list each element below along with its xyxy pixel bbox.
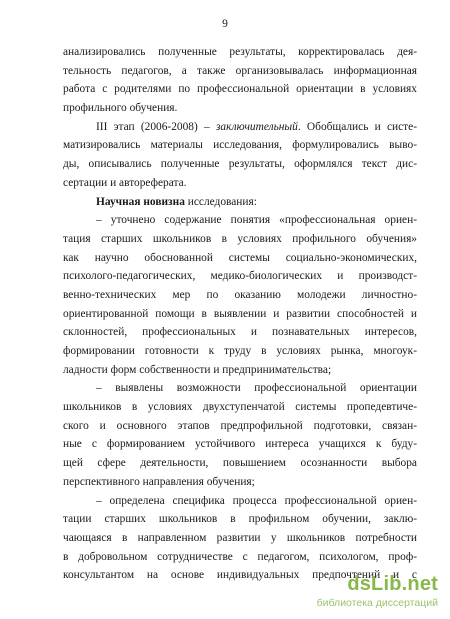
text-line <box>63 118 417 137</box>
text-segment: щей сфере деятельности, повышением осознанности выбора <box>63 457 417 470</box>
text-line <box>63 548 417 567</box>
text-line <box>63 398 417 417</box>
text-segment: ского и основного этапов предпрофильной подготовки, связан- <box>63 419 417 432</box>
text-segment: школьников в условиях двухступенчатой системы пропедевтиче- <box>63 401 417 414</box>
text-line <box>63 417 417 436</box>
text-line <box>63 492 417 511</box>
text-line <box>63 323 417 342</box>
text-segment: ды, описывались полученные результаты, оформлялся текст дис- <box>63 158 417 171</box>
text-segment: ные с формированием устойчивого интереса учащихся к буду- <box>63 438 417 451</box>
text-segment: работа с родителями по профессиональной ориентации в условиях <box>63 83 417 96</box>
text-line <box>63 136 417 155</box>
text-segment: . Обобщались и систе- <box>297 120 417 133</box>
text-segment: как научно обоснованной системы социально-экономических, <box>63 251 417 264</box>
text-segment: перспективного направления обучения; <box>63 475 255 488</box>
text-segment: тация старших школьников в условиях профильного обучения» <box>63 232 417 245</box>
text-segment: ладности форм собственности и предпринимательства; <box>63 363 332 376</box>
text-line <box>63 305 417 324</box>
text-line <box>63 473 417 492</box>
bold-text: Научная новизна <box>96 195 185 208</box>
italic-text: заключительный <box>215 120 298 133</box>
text-line <box>63 193 417 212</box>
text-line <box>63 379 417 398</box>
text-line <box>63 435 417 454</box>
text-line <box>63 62 417 81</box>
text-segment: матизировались материалы исследования, формулировались выво- <box>63 139 417 152</box>
text-line <box>63 80 417 99</box>
text-segment: венно-технических мер по оказанию молодежи личностно- <box>63 288 417 301</box>
text-line <box>63 211 417 230</box>
text-segment: тации старших школьников в профильном обучении, заклю- <box>63 513 417 526</box>
text-line <box>63 529 417 548</box>
text-segment: формировании готовности к труду в условиях рынка, многоук- <box>63 345 417 357</box>
text-line <box>63 361 417 380</box>
watermark-subtitle: библиотека диссертаций <box>316 597 438 609</box>
text-segment: – определена специфика процесса профессиональной ориен- <box>96 494 417 507</box>
text-line <box>63 454 417 473</box>
text-segment: анализировались полученные результаты, корректировалась дея- <box>63 46 417 58</box>
text-segment: в добровольном сотрудничестве с педагогом, психологом, проф- <box>63 550 417 563</box>
text-line <box>63 43 417 62</box>
watermark-logo: dsLib.net <box>347 573 438 595</box>
text-line <box>63 267 417 286</box>
text-segment: III этап (2006-2008) – <box>96 120 216 133</box>
text-line <box>63 99 417 118</box>
text-segment: профильного обучения. <box>63 102 178 115</box>
text-segment: тельность педагогов, а также организовывалась информационная <box>63 64 417 77</box>
text-segment: сертации и автореферата. <box>63 176 187 189</box>
watermark <box>270 573 440 611</box>
text-line <box>63 510 417 529</box>
text-segment: склонностей, профессиональных и познавательных интересов, <box>63 326 417 339</box>
text-segment: чающаяся в направленном развитии у школьников потребности <box>63 531 417 544</box>
text-segment: – выявлены возможности профессиональной ориентации <box>96 382 417 395</box>
text-line <box>63 174 417 193</box>
text-line <box>63 286 417 305</box>
text-segment: – уточнено содержание понятия «профессиональная ориен- <box>96 214 417 227</box>
document-body <box>63 43 417 585</box>
text-segment: ориентированной помощи в выявлении и развитии способностей и <box>63 307 417 320</box>
page-number: 9 <box>222 18 228 30</box>
text-segment: психолого-педагогических, медико-биологических и производст- <box>63 270 417 283</box>
text-line <box>63 249 417 268</box>
text-segment: исследования: <box>184 195 257 208</box>
text-line <box>63 230 417 249</box>
text-line <box>63 342 417 361</box>
text-segment: консультантом на основе индивидуальных предпочтений и с <box>63 569 417 582</box>
text-line <box>63 155 417 174</box>
